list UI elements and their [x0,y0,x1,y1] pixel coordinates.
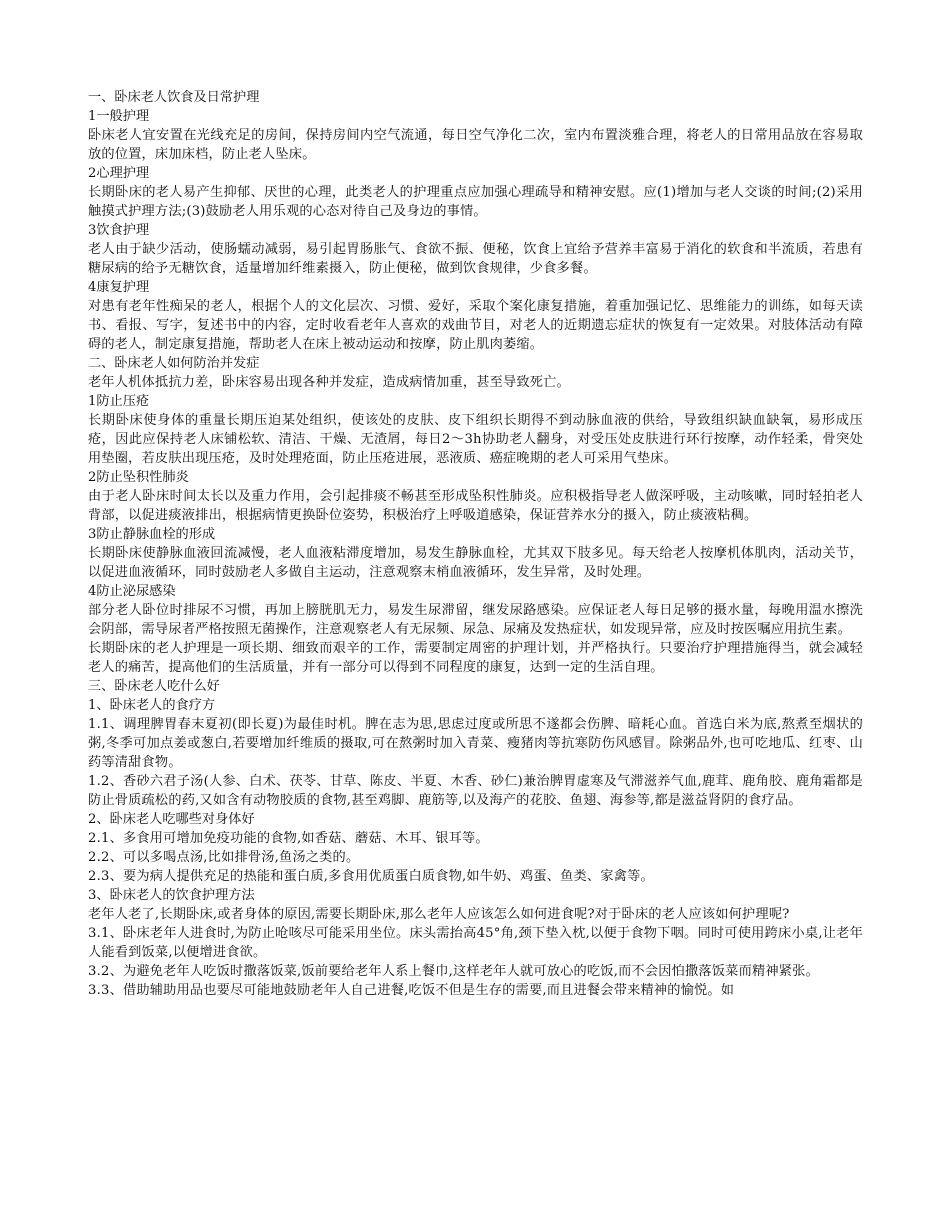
paragraph: 部分老人卧位时排尿不习惯，再加上膀胱肌无力，易发生尿滞留，继发尿路感染。应保证老人每日足够的摄水量，每晚用温水擦洗会阴部，需导尿者严格按照无菌操作，注意观察老人有无尿频、尿急、尿痛及发热症状，如发现异常，应及时按医嘱应用抗生素。 [88,603,863,637]
paragraph: 2.2、可以多喝点汤,比如排骨汤,鱼汤之类的。 [88,850,360,865]
paragraph: 1.1、调理脾胃春末夏初(即长夏)为最佳时机。脾在志为思,思虑过度或所思不遂都会伤脾、暗耗心血。首选白米为底,熬煮至烟状的粥,冬季可加点姜或葱白,若要增加纤维质的摄取,可在熬粥时加入青菜、瘦猪肉等抗寒防伤风感冒。除粥品外,也可吃地瓜、红枣、山药等清甜食物。 [88,717,863,770]
subsection-heading: 1防止压疮 [88,394,150,409]
section-heading: 一、卧床老人饮食及日常护理 [88,90,260,105]
paragraph: 2.1、多食用可增加免疫功能的食物,如香菇、蘑菇、木耳、银耳等。 [88,831,489,846]
paragraph: 3.2、为避免老年人吃饭时撒落饭菜,饭前要给老年人系上餐巾,这样老年人就可放心的吃饭,而不会因怕撒落饭菜而精神紧张。 [88,964,819,979]
paragraph: 长期卧床使静脉血液回流减慢，老人血液粘滞度增加，易发生静脉血栓，尤其双下肢多见。每天给老人按摩机体肌肉，活动关节，以促进血液循环，同时鼓励老人多做自主运动，注意观察末梢血液循环，发生异常，及时处理。 [88,546,863,580]
subsection-heading: 1、卧床老人的食疗方 [88,698,216,713]
subsection-heading: 3饮食护理 [88,223,150,238]
paragraph: 老年人机体抵抗力差，卧床容易出现各种并发症，造成病情加重，甚至导致死亡。 [88,375,570,390]
paragraph: 长期卧床的老人易产生抑郁、厌世的心理，此类老人的护理重点应加强心理疏导和精神安慰。应(1)增加与老人交谈的时间;(2)采用触摸式护理方法;(3)鼓励老人用乐观的心态对待自己及身边的事情。 [88,185,863,219]
subsection-heading: 1一般护理 [88,109,150,124]
paragraph: 长期卧床使身体的重量长期压迫某处组织，使该处的皮肤、皮下组织长期得不到动脉血液的供给，导致组织缺血缺氧，易形成压疮，因此应保持老人床铺松软、清洁、干燥、无渣屑，每日2～3h协助老人翻身，对受压处皮肤进行环行按摩，动作轻柔，骨突处用垫圈，若皮肤出现压疮，及时处理疮面，防止压疮进展，恶液质、癌症晚期的老人可采用气垫床。 [88,413,863,466]
subsection-heading: 4康复护理 [88,280,150,295]
paragraph: 2.3、要为病人提供充足的热能和蛋白质,多食用优质蛋白质食物,如牛奶、鸡蛋、鱼类、家禽等。 [88,869,654,884]
paragraph: 由于老人卧床时间太长以及重力作用，会引起排痰不畅甚至形成坠积性肺炎。应积极指导老人做深呼吸，主动咳嗽，同时轻拍老人背部，以促进痰液排出，根据病情更换卧位姿势，积极治疗上呼吸道感染，保证营养水分的摄入，防止痰液粘稠。 [88,489,863,523]
subsection-heading: 2、卧床老人吃哪些对身体好 [88,812,255,827]
subsection-heading: 4防止泌尿感染 [88,584,176,599]
section-heading: 三、卧床老人吃什么好 [88,679,220,694]
subsection-heading: 2防止坠积性肺炎 [88,470,189,485]
paragraph: 3.3、借助辅助用品也要尽可能地鼓励老年人自己进餐,吃饭不但是生存的需要,而且进餐会带来精神的愉悦。如 [88,983,735,998]
paragraph: 老人由于缺少活动，使肠蠕动减弱，易引起胃肠胀气、食欲不振、便秘，饮食上宜给予营养丰富易于消化的软食和半流质，若患有糖尿病的给予无糖饮食，适量增加纤维素摄入，防止便秘，做到饮食规律，少食多餐。 [88,242,863,276]
section-heading: 二、卧床老人如何防治并发症 [88,356,260,371]
document-body [88,88,863,1000]
subsection-heading: 3防止静脉血栓的形成 [88,527,216,542]
subsection-heading: 3、卧床老人的饮食护理方法 [88,888,255,903]
paragraph: 卧床老人宜安置在光线充足的房间，保持房间内空气流通，每日空气净化二次，室内布置淡雅合理，将老人的日常用品放在容易取放的位置，床加床档，防止老人坠床。 [88,128,863,162]
subsection-heading: 2心理护理 [88,166,150,181]
paragraph: 长期卧床的老人护理是一项长期、细致而艰辛的工作，需要制定周密的护理计划，并严格执行。只要治疗护理措施得当，就会减轻老人的痛苦，提高他们的生活质量，并有一部分可以得到不同程度的康复，达到一定的生活自理。 [88,641,863,675]
paragraph: 1.2、香砂六君子汤(人参、白术、茯苓、甘草、陈皮、半夏、木香、砂仁)兼治脾胃虚寒及气滞滋养气血,鹿茸、鹿角胶、鹿角霜都是防止骨质疏松的药,又如含有动物胶质的食物,甚至鸡脚、鹿筋等,以及海产的花胶、鱼翅、海参等,都是滋益肾阴的食疗品。 [88,774,863,808]
paragraph: 3.1、卧床老年人进食时,为防止呛咳尽可能采用坐位。床头需抬高45°角,颈下垫入枕,以便于食物下咽。同时可使用跨床小桌,让老年人能看到饭菜,以便增进食欲。 [88,926,863,960]
paragraph: 对患有老年性痴呆的老人，根据个人的文化层次、习惯、爱好，采取个案化康复措施，着重加强记忆、思维能力的训练，如每天读书、看报、写字，复述书中的内容，定时收看老年人喜欢的戏曲节目，对老人的近期遗忘症状的恢复有一定效果。对肢体活动有障碍的老人，制定康复措施，帮助老人在床上被动运动和按摩，防止肌肉萎缩。 [88,299,863,352]
paragraph: 老年人老了,长期卧床,或者身体的原因,需要长期卧床,那么老年人应该怎么如何进食呢?对于卧床的老人应该如何护理呢? [88,907,790,922]
